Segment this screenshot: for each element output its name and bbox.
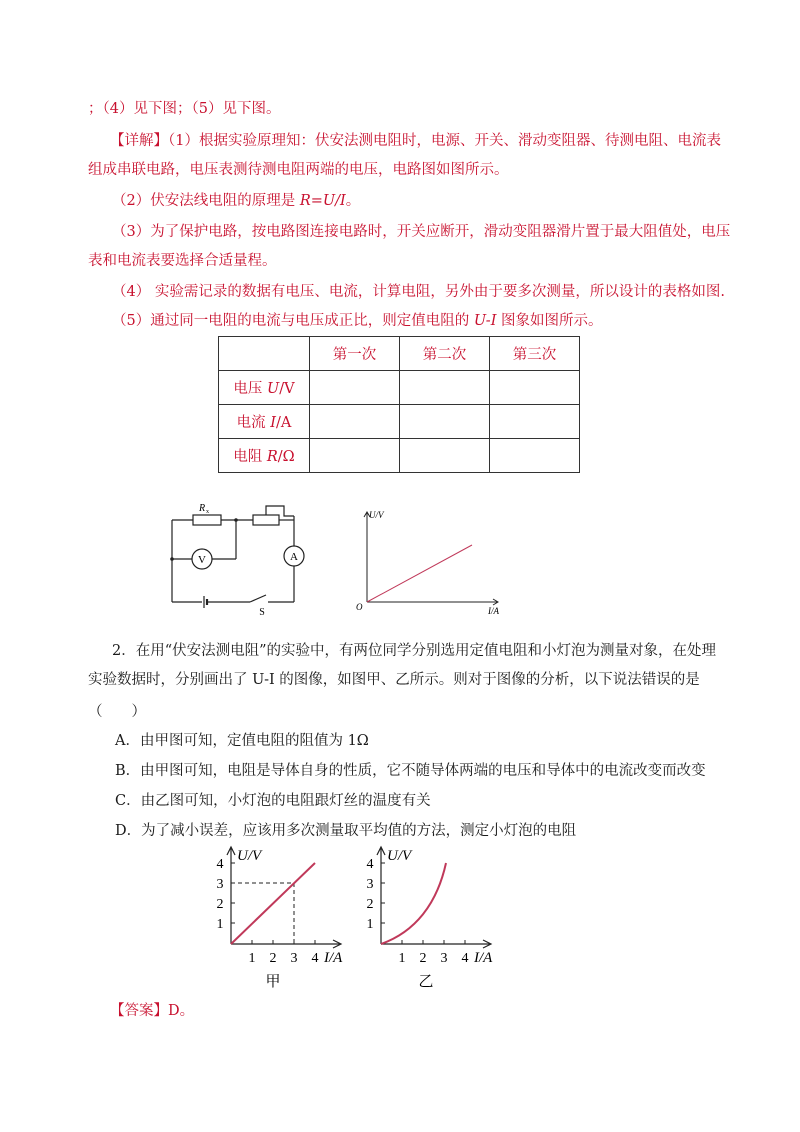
graph-yi-caption: 乙 [418, 974, 434, 990]
graph-jia-x-label: I/A [324, 950, 343, 966]
table-cell [490, 371, 580, 405]
x-tick: 4 [311, 951, 319, 966]
y-tick: 3 [216, 877, 224, 892]
y-tick: 4 [216, 857, 224, 872]
option-a: A．由甲图可知，定值电阻的阻值为 1Ω [115, 733, 369, 749]
answer-value: D。 [168, 1003, 195, 1019]
table-cell [310, 405, 400, 439]
answer-line-1: ；（4）见下图；（5）见下图。 [88, 101, 281, 117]
resistor-label: R [199, 503, 206, 514]
table-cell [490, 439, 580, 473]
graph-yi [355, 842, 510, 997]
y-tick: 1 [366, 917, 374, 932]
table-cell [490, 405, 580, 439]
small-graph-origin: O [356, 602, 363, 612]
x-tick: 1 [398, 951, 406, 966]
table-header-cell: 第二次 [400, 337, 490, 371]
table-header-cell: 第一次 [310, 337, 400, 371]
table-row-label: 电阻 R/Ω [219, 439, 310, 473]
p5-var: U-I [473, 313, 497, 329]
detail-p2 [112, 191, 360, 211]
y-tick: 2 [216, 897, 224, 912]
switch-label: S [259, 607, 265, 616]
detail-p4: （4） 实验需记录的数据有电压、电流，计算电阻，另外由于要多次测量，所以设计的表格如图. [112, 284, 725, 300]
x-tick: 4 [461, 951, 469, 966]
detail-line-2: 组成串联电路，电压表测待测电阻两端的电压，电路图如图所示。 [88, 162, 509, 178]
table-cell [310, 371, 400, 405]
junction-dot [170, 557, 174, 561]
option-b: B．由甲图可知，电阻是导体自身的性质，它不随导体两端的电压和导体中的电流改变而改变 [115, 763, 706, 779]
voltmeter-label: V [198, 554, 206, 566]
y-tick: 4 [366, 857, 374, 872]
x-tick: 3 [440, 951, 448, 966]
graph-yi-curve [381, 863, 446, 944]
graph-jia-line [231, 863, 315, 944]
table-row [219, 371, 580, 405]
resistor-subscript: x [206, 509, 209, 515]
x-tick: 3 [290, 951, 298, 966]
p2-suffix: 。 [345, 193, 361, 209]
graph-jia-y-label: U/V [237, 848, 262, 864]
graph-yi-x-label: I/A [474, 950, 493, 966]
small-graph-y-label: U/V [369, 510, 384, 520]
x-tick: 2 [269, 951, 277, 966]
y-tick: 1 [216, 917, 224, 932]
table-row-label: 电流 I/A [219, 405, 310, 439]
answer-tag: 【答案】 [110, 1003, 168, 1019]
small-graph-x-label: I/A [488, 606, 499, 616]
detail-p5 [112, 311, 603, 331]
detail-p3-line1: （3）为了保护电路，按电路图连接电路时，开关应断开，滑动变阻器滑片置于最大阻值处，电压 [112, 224, 731, 240]
record-table [218, 336, 580, 473]
detail-line-1 [110, 131, 721, 151]
detail-tag: 【详解】 [110, 133, 168, 149]
answer-line [110, 1001, 194, 1021]
table-cell [400, 371, 490, 405]
graph-jia-caption: 甲 [265, 974, 281, 990]
circuit-diagram [160, 496, 310, 616]
table-row [219, 439, 580, 473]
ammeter-label: A [290, 551, 298, 563]
question-line-2: 实验数据时，分别画出了 U-I 的图像，如图甲、乙所示。则对于图像的分析，以下说法错误的是 [88, 672, 700, 688]
p2-formula: R=U/I [299, 193, 346, 209]
table-row-label: 电压 U/V [219, 371, 310, 405]
x-tick: 2 [419, 951, 427, 966]
table-cell [400, 439, 490, 473]
question-line-3: （ ） [88, 704, 146, 720]
junction-dot [234, 518, 238, 522]
detail-p3-line2: 表和电流表要选择合适量程。 [88, 253, 277, 269]
table-cell [400, 405, 490, 439]
y-tick: 2 [366, 897, 374, 912]
y-tick: 3 [366, 877, 374, 892]
option-c: C．由乙图可知，小灯泡的电阻跟灯丝的温度有关 [115, 793, 431, 809]
small-ui-graph [350, 504, 510, 616]
detail-text-1: （1）根据实验原理知：伏安法测电阻时，电源、开关、滑动变阻器、待测电阻、电流表 [168, 133, 721, 149]
x-tick: 1 [248, 951, 256, 966]
table-header-cell [219, 337, 310, 371]
small-graph-line [367, 545, 472, 602]
table-cell [310, 439, 400, 473]
option-d: D．为了减小误差，应该用多次测量取平均值的方法，测定小灯泡的电阻 [115, 823, 577, 839]
table-header-cell: 第三次 [490, 337, 580, 371]
graph-yi-y-label: U/V [387, 848, 412, 864]
table-row [219, 405, 580, 439]
question-line-1: 2．在用“伏安法测电阻”的实验中，有两位同学分别选用定值电阻和小灯泡为测量对象，在处理 [112, 643, 717, 659]
p5-suffix: 图象如图所示。 [496, 313, 603, 329]
p5-prefix: （5）通过同一电阻的电流与电压成正比，则定值电阻的 [112, 313, 474, 329]
graph-jia [205, 842, 355, 997]
p2-prefix: （2）伏安法线电阻的原理是 [112, 193, 300, 209]
table-header-row [219, 337, 580, 371]
